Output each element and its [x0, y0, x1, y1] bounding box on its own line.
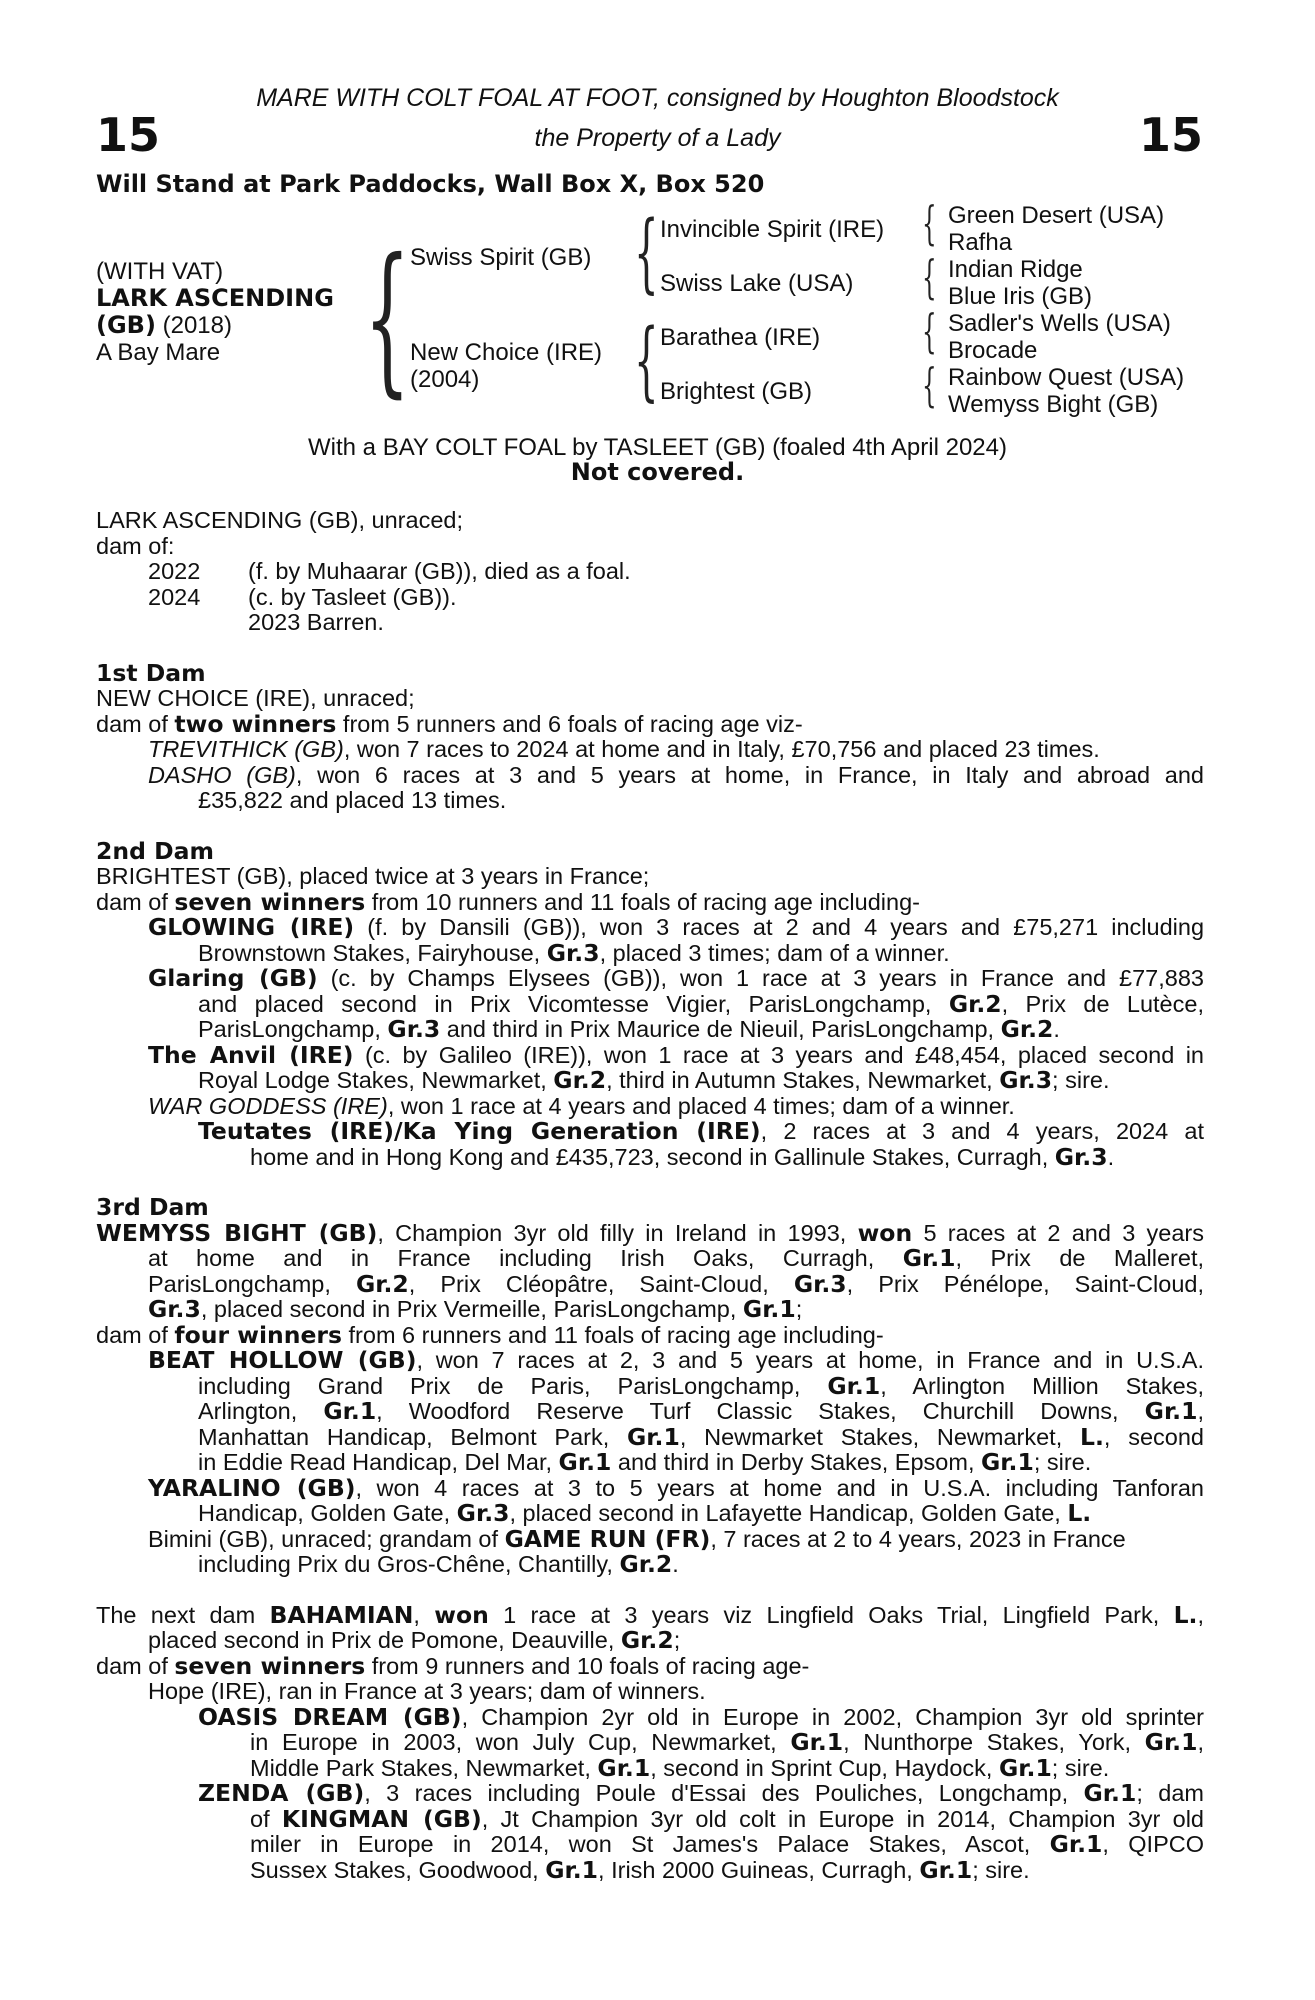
foal-line: With a BAY COLT FOAL by TASLEET (GB) (foaled 4th April 2024) [308, 434, 1007, 461]
third-dam-line: Arlington, Gr.1, Woodford Reserve Turf Classic Stakes, Churchill Downs, Gr.1, [198, 1397, 1204, 1425]
catalogue-body [96, 508, 1204, 1883]
pedigree-brace-sire: { [634, 203, 659, 303]
second-dam-line: BRIGHTEST (GB), placed twice at 3 years in France; [96, 863, 650, 889]
lot-title: MARE WITH COLT FOAL AT FOOT, consigned by Houghton Bloodstock [256, 84, 1059, 112]
next-dam-line: miler in Europe in 2014, won St James's Palace Stakes, Ascot, Gr.1, QIPCO [250, 1830, 1204, 1858]
pedigree-sds: Indian Ridge [948, 256, 1083, 283]
second-dam-line: and placed second in Prix Vicomtesse Vigier, ParisLongchamp, Gr.2, Prix de Lutèce, [198, 989, 1204, 1018]
next-dam-line: Middle Park Stakes, Newmarket, Gr.1, second in Sprint Cup, Haydock, Gr.1; sire. [250, 1753, 1110, 1782]
first-dam-line: TREVITHICK (GB), won 7 races to 2024 at home and in Italy, £70,756 and placed 23 times. [148, 736, 1100, 762]
pedigree-dsd: Brocade [948, 337, 1038, 364]
produce-row: 2024 (c. by Tasleet (GB)). [148, 583, 457, 610]
third-dam-line: BEAT HOLLOW (GB), won 7 races at 2, 3 and 5 years at home, in France and in U.S.A. [148, 1346, 1204, 1374]
third-dam-line: Manhattan Handicap, Belmont Park, Gr.1, Newmarket Stakes, Newmarket, L., second [198, 1422, 1204, 1451]
pedigree-brace-dam: { [634, 311, 659, 411]
second-dam-line: Glaring (GB) (c. by Champs Elysees (GB)), won 1 race at 3 years in France and £77,883 [148, 964, 1204, 992]
next-dam-line: placed second in Prix de Pomone, Deauville, Gr.2; [148, 1626, 681, 1654]
horse-year: (2018) [162, 312, 232, 339]
first-dam-line: NEW CHOICE (IRE), unraced; [96, 685, 415, 711]
horse-origin [96, 312, 232, 339]
pedigree-dam: New Choice (IRE) [410, 339, 603, 366]
next-dam-line: OASIS DREAM (GB), Champion 2yr old in Europe in 2002, Champion 3yr old sprinter [198, 1702, 1204, 1731]
second-dam-line: Royal Lodge Stakes, Newmarket, Gr.2, third in Autumn Stakes, Newmarket, Gr.3; sire. [198, 1066, 1110, 1094]
second-dam-line: ParisLongchamp, Gr.3 and third in Prix Maurice de Nieuil, ParisLongchamp, Gr.2. [198, 1015, 1060, 1043]
pedigree-dam-year: (2004) [410, 366, 480, 393]
horse-country: (GB) [96, 311, 156, 339]
first-dam-line: dam of two winners from 5 runners and 6 foals of racing age viz- [96, 709, 803, 738]
pedigree-ddd: Wemyss Bight (GB) [948, 391, 1159, 418]
stand-location: Will Stand at Park Paddocks, Wall Box X, Box 520 [96, 170, 765, 198]
next-dam-line: Sussex Stakes, Goodwood, Gr.1, Irish 2000 Guineas, Curragh, Gr.1; sire. [250, 1855, 1030, 1884]
produce-intro: LARK ASCENDING (GB), unraced; [96, 507, 463, 533]
third-dam-heading: 3rd Dam [96, 1193, 209, 1221]
second-dam-line: Teutates (IRE)/Ka Ying Generation (IRE), 2 races at 3 and 4 years, 2024 at [198, 1117, 1204, 1145]
third-dam-line: WEMYSS BIGHT (GB), Champion 3yr old filly in Ireland in 1993, won 5 races at 2 and 3 years [96, 1218, 1205, 1247]
third-dam-line: in Eddie Read Handicap, Del Mar, Gr.1 and third in Derby Stakes, Epsom, Gr.1; sire. [198, 1448, 1092, 1476]
first-dam-line: DASHO (GB), won 6 races at 3 and 5 years at home, in France, in Italy and abroad and [148, 761, 1204, 788]
produce-row: 2023 Barren. [248, 609, 384, 635]
first-dam-line: £35,822 and placed 13 times. [198, 787, 507, 813]
lot-property: the Property of a Lady [534, 124, 781, 152]
pedigree-sire-dam: Swiss Lake (USA) [660, 270, 854, 297]
next-dam-line: in Europe in 2003, won July Cup, Newmarket, Gr.1, Nunthorpe Stakes, York, Gr.1, [250, 1728, 1204, 1756]
first-dam-heading: 1st Dam [96, 658, 206, 687]
pedigree-sdd: Blue Iris (GB) [948, 283, 1093, 310]
pedigree-brace-3: { [922, 304, 937, 358]
pedigree-sire-sire: Invincible Spirit (IRE) [660, 216, 885, 243]
covered-status: Not covered. [570, 458, 745, 486]
pedigree-sss: Green Desert (USA) [948, 202, 1165, 229]
third-dam-line: YARALINO (GB), won 4 races at 3 to 5 years at home and in U.S.A. including Tanforan [148, 1473, 1204, 1502]
next-dam-line: of KINGMAN (GB), Jt Champion 3yr old colt in Europe in 2014, Champion 3yr old [250, 1804, 1204, 1833]
third-dam-line: ParisLongchamp, Gr.2, Prix Cléopâtre, Saint-Cloud, Gr.3, Prix Pénélope, Saint-Cloud, [148, 1269, 1205, 1298]
pedigree-ssd: Rafha [948, 229, 1013, 256]
second-dam-line: WAR GODDESS (IRE), won 1 race at 4 years and placed 4 times; dam of a winner. [148, 1092, 1015, 1119]
lot-number-right: 15 [1138, 108, 1203, 162]
second-dam-line: dam of seven winners from 10 runners and 11 foals of racing age including- [96, 887, 920, 916]
next-dam-line: Hope (IRE), ran in France at 3 years; dam of winners. [148, 1678, 706, 1704]
third-dam-line: Gr.3, placed second in Prix Vermeille, ParisLongchamp, Gr.1; [148, 1295, 803, 1323]
next-dam-line: The next dam BAHAMIAN, won 1 race at 3 years viz Lingfield Oaks Trial, Lingfield Park, L., [96, 1600, 1204, 1629]
pedigree-dss: Sadler's Wells (USA) [948, 310, 1171, 337]
third-dam-line: including Grand Prix de Paris, ParisLongchamp, Gr.1, Arlington Million Stakes, [198, 1371, 1205, 1400]
pedigree-dam-dam: Brightest (GB) [660, 378, 813, 405]
pedigree-brace-main: { [364, 225, 411, 413]
pedigree-dds: Rainbow Quest (USA) [948, 364, 1185, 391]
pedigree-brace-4: { [922, 358, 937, 412]
pedigree-dam-sire: Barathea (IRE) [660, 324, 821, 351]
third-dam-line: dam of four winners from 6 runners and 11 foals of racing age including- [96, 1320, 884, 1349]
third-dam-line: including Prix du Gros-Chêne, Chantilly, Gr.2. [198, 1550, 679, 1578]
lot-number-left: 15 [96, 108, 161, 162]
third-dam-line: at home and in France including Irish Oaks, Curragh, Gr.1, Prix de Malleret, [148, 1244, 1205, 1272]
next-dam-line: ZENDA (GB), 3 races including Poule d'Essai des Pouliches, Longchamp, Gr.1; dam [198, 1779, 1204, 1807]
second-dam-line: GLOWING (IRE) (f. by Dansili (GB)), won 3 races at 2 and 4 years and £75,271 including [148, 913, 1205, 941]
horse-vat: (WITH VAT) [96, 258, 224, 285]
produce-row: 2022 (f. by Muhaarar (GB)), died as a foal. [148, 558, 631, 584]
second-dam-line: home and in Hong Kong and £435,723, second in Gallinule Stakes, Curragh, Gr.3. [250, 1142, 1115, 1171]
second-dam-heading: 2nd Dam [96, 836, 214, 865]
pedigree-sire: Swiss Spirit (GB) [410, 244, 592, 271]
third-dam-line: Handicap, Golden Gate, Gr.3, placed second in Lafayette Handicap, Golden Gate, L. [198, 1499, 1092, 1527]
pedigree-brace-1: { [922, 196, 937, 250]
pedigree-brace-2: { [922, 250, 937, 304]
next-dam-line: dam of seven winners from 9 runners and 10 foals of racing age- [96, 1651, 810, 1680]
produce-dam-of: dam of: [96, 532, 175, 559]
second-dam-line: The Anvil (IRE) (c. by Galileo (IRE)), won 1 race at 3 years and £48,454, placed second in [148, 1040, 1204, 1069]
horse-description: A Bay Mare [96, 339, 221, 366]
third-dam-line: Bimini (GB), unraced; grandam of GAME RUN (FR), 7 races at 2 to 4 years, 2023 in France [148, 1524, 1126, 1553]
horse-name: LARK ASCENDING [96, 284, 334, 312]
second-dam-line: Brownstown Stakes, Fairyhouse, Gr.3, placed 3 times; dam of a winner. [198, 938, 950, 967]
